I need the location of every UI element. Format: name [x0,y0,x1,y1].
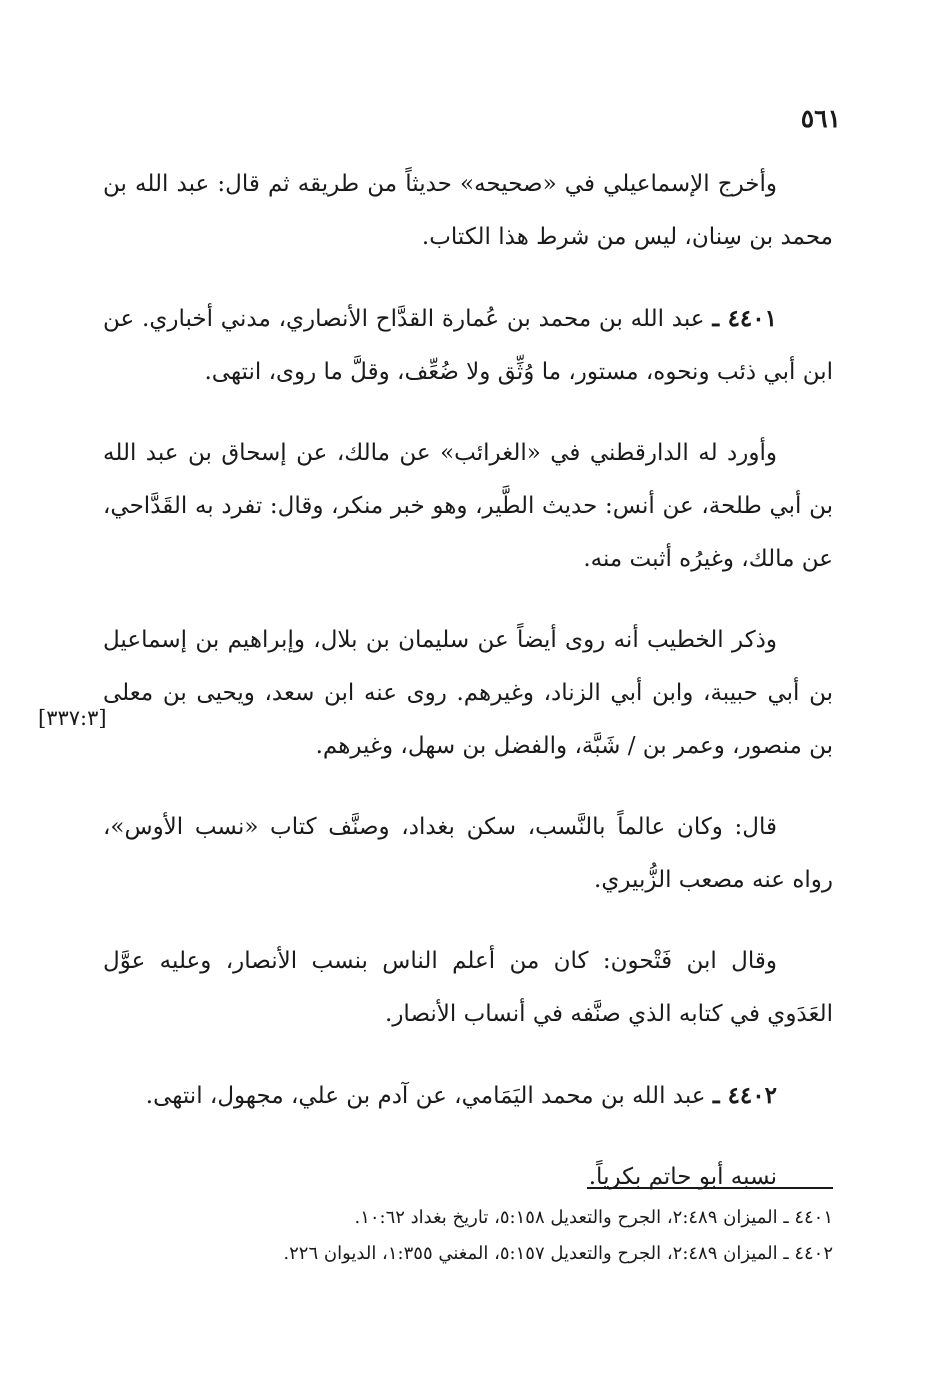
paragraph-8: نسبه أبو حاتم بكرياً. [588,1164,777,1190]
entry-text: عبد الله بن محمد اليَمَامي، عن آدم بن علي، مجهول، انتهى. [145,1083,706,1109]
paragraph-4: وذكر الخطيب أنه روى أيضاً عن سليمان بن بلال، وإبراهيم بن إسماعيل بن أبي حبيبة، وابن أبي الزناد، وغيرهم. روى عنه ابن سعد، ويحيى بن معلى بن منصور، وعمر بن / شَبَّة، والفضل بن سهل، وغيرهم. [103,627,833,759]
margin-reference: [٣٣٧:٣] [38,706,107,730]
paragraph-6: وقال ابن فَتْحون: كان من أعلم الناس بنسب الأنصار، وعليه عوَّل العَدَوي في كتابه الذي صنَّفه في أنساب الأنصار. [103,948,833,1027]
footnotes [103,1200,833,1272]
paragraph-1: وأخرج الإسماعيلي في «صحيحه» حديثاً من طريقه ثم قال: عبد الله بن محمد بن سِنان، ليس من شرط هذا الكتاب. [103,171,833,250]
page-number: ٥٦١ [800,104,841,133]
paragraph-5: قال: وكان عالماً بالنَّسب، سكن بغداد، وصنَّف كتاب «نسب الأوس»، رواه عنه مصعب الزُّبيري. [103,814,833,893]
entry-4402 [103,1069,833,1123]
entry-number: ٤٤٠٢ ـ [712,1082,777,1109]
footnote-4401: ٤٤٠١ ـ الميزان ٢:٤٨٩، الجرح والتعديل ٥:١٥٨، تاريخ بغداد ١٠:٦٢. [354,1207,833,1228]
entry-number: ٤٤٠١ ـ [712,305,777,332]
footnote-divider [587,1187,833,1189]
main-text [103,158,833,1232]
entry-text: عبد الله بن محمد بن عُمارة القدَّاح الأنصاري، مدني أخباري. عن ابن أبي ذئب ونحوه، مستور، ما وُثِّق ولا ضُعِّف، وقلَّ ما روى، انتهى. [103,306,833,385]
footnote-4402: ٤٤٠٢ ـ الميزان ٢:٤٨٩، الجرح والتعديل ٥:١٥٧، المغني ١:٣٥٥، الديوان ٢٢٦. [283,1243,833,1264]
paragraph-3: وأورد له الدارقطني في «الغرائب» عن مالك، عن إسحاق بن عبد الله بن أبي طلحة، عن أنس: حديث الطَّير، وهو خبر منكر، وقال: تفرد به القَدَّاحي، عن مالك، وغيرُه أثبت منه. [103,440,833,572]
entry-4401 [103,292,833,399]
